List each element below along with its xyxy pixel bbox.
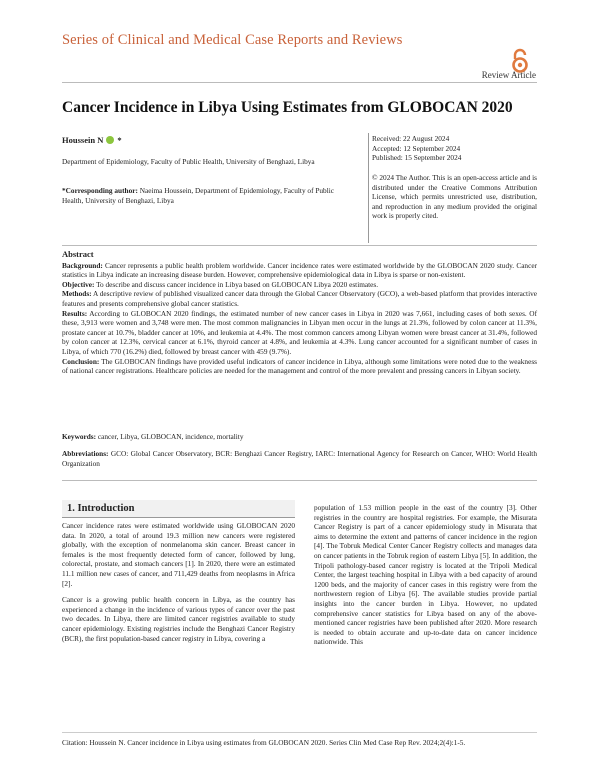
abstract-heading: Abstract <box>62 249 94 259</box>
methods-label: Methods: <box>62 289 92 299</box>
conclusion-label: Conclusion: <box>62 356 100 366</box>
author-line <box>62 135 122 145</box>
received-date: Received: 22 August 2024 <box>372 134 450 143</box>
methods-text: A descriptive review of published visualized cancer data through the Global Cancer Observatory (GCO), a web-based platform that provides interactive features and presents comprehensive global cancer statistics. <box>62 289 537 308</box>
body-column-right <box>314 503 537 654</box>
results-label: Results: <box>62 308 88 318</box>
paragraph: population of 1.53 million people in the east of the country [3]. Other registries in the country are hospital registries. For example, the Misurata Cancer Registry is part of a cancer epidemiology study in Misurata that aims to determine the extent and patterns of cancer incidence in the region [4]. The Tobruk Medical Center Cancer Registry collects and manages data on cancer patients in the Tobruk region of eastern Libya [5]. In addition, the Tripoli pathology-based cancer registry is located at the Tripoli Medical Center, the largest teaching hospital in Libya with a bed capacity of around 1200 beds, and the majority of cancer cases in this registry were from the northwestern region of Libya [6]. The available studies provide partial insights into the cancer burden in Libya. However, no updated comprehensive cancer statistics for Libya based on any of the above-mentioned cancer registries have been published after 2020. More research is needed to obtain accurate and up-to-date data on cancer incidence nationwide. This <box>314 503 537 647</box>
background-text: Cancer represents a public health problem worldwide. Cancer incidence rates were estimated worldwide by the GLOBOCAN 2020 study. Cancer statistics in Libya indicate an increasing disease burden. However, comprehensive epidemiological data in Libya is sparse or non-existent. <box>62 260 537 280</box>
objective-label: Objective: <box>62 279 95 289</box>
author-mark: * <box>117 135 122 145</box>
affiliation: Department of Epidemiology, Faculty of Public Health, University of Benghazi, Libya <box>62 157 315 166</box>
results-text: According to GLOBOCAN 2020 findings, the estimated number of new cancer cases in Libya in 2020 was 7,661, including cases of both sexes. Of these, 3,913 were women and 3,748 were men. The most common malignancies in Libyan men occur in the lungs at 21.3%, followed by colon cancer at 11.3%, prostate cancer at 10.7%, bladder cancer at 10%, and leukemia at 4.4%. The most common cancers among Libyan women were breast cancer at 31.4%, followed by colon cancer at 12.3%, cervical cancer at 6.1%, thyroid cancer at 4.8%, and leukemia at 4.3%. Lung cancer accounted for a significant number of cases in Libya, of which 770 (16.2%) died, followed by breast cancer with 459 (9.7%). <box>62 308 537 356</box>
corresponding-label: *Corresponding author: <box>62 186 138 195</box>
abbreviations-label: Abbreviations: <box>62 449 109 458</box>
section-heading-introduction: 1. Introduction <box>62 500 295 518</box>
paragraph: Cancer incidence rates were estimated worldwide using GLOBOCAN 2020 data. In 2020, a total of around 19.3 million new cancers were registered globally, with the exception of nonmelanoma skin cancer. Breast cancer in females is the most frequently detected form of cancer, followed by lung, colorectal, prostate, and stomach cancers [1]. In 2020, there were an estimated 11.1 million new cases of cancer, and 711,429 deaths from neoplasms in Africa [2]. <box>62 521 295 588</box>
corresponding-author <box>62 186 342 206</box>
abstract-objective <box>62 280 537 290</box>
published-date: Published: 15 September 2024 <box>372 153 462 162</box>
abstract-background <box>62 261 537 280</box>
keywords <box>62 432 537 441</box>
objective-text: To describe and discuss cancer incidence in Libya based on GLOBOCAN Libya 2020 estimates. <box>94 279 379 289</box>
citation: Citation: Houssein N. Cancer incidence in Libya using estimates from GLOBOCAN 2020. Series Clin Med Case Rep Rev. 2024;2(4):1-5. <box>62 738 466 747</box>
abstract-results <box>62 309 537 357</box>
article-dates <box>372 134 461 163</box>
article-type: Review Article <box>481 70 536 80</box>
keywords-label: Keywords: <box>62 432 97 441</box>
license-text: © 2024 The Author. This is an open-access article and is distributed under the Creative Commons Attribution License, which permits unrestricted use, distribution, and reproduction in any medium provided the original work is properly cited. <box>372 173 537 220</box>
abstract-methods <box>62 289 537 308</box>
author-name: Houssein N <box>62 135 104 145</box>
conclusion-text: The GLOBOCAN findings have provided useful indicators of cancer incidence in Libya, although some limitations were noted due to the weakness of national cancer registrations. Healthcare policies are needed for the management and control of the more prevalent and pressing cancers in Libyan society. <box>62 356 537 376</box>
abstract-conclusion <box>62 357 537 376</box>
article-title: Cancer Incidence in Libya Using Estimates from GLOBOCAN 2020 <box>62 99 513 116</box>
abstract-divider <box>62 245 537 246</box>
header-divider <box>62 82 537 83</box>
orcid-icon[interactable] <box>106 136 114 144</box>
journal-title: Series of Clinical and Medical Case Reports and Reviews <box>62 32 403 48</box>
background-label: Background: <box>62 260 103 270</box>
footer-divider <box>62 732 537 733</box>
body-column-left <box>62 521 295 650</box>
paragraph: Cancer is a growing public health concern in Libya, as the country has experienced a change in the incidence of various types of cancer over the past two decades. In Libya, there are limited cancer registries available to study cancer epidemiology. Existing registries include the Benghazi Cancer Registry (BCR), the first population-based cancer registry in Libya, covering a <box>62 595 295 643</box>
vertical-divider <box>368 133 369 243</box>
keywords-text: cancer, Libya, GLOBOCAN, incidence, mortality <box>96 432 244 441</box>
section-divider <box>62 480 537 481</box>
abbreviations <box>62 449 537 468</box>
abbreviations-text: GCO: Global Cancer Observatory, BCR: Benghazi Cancer Registry, IARC: International Agency for Research on Cancer, WHO: World Health Organization <box>62 449 537 468</box>
abstract <box>62 250 537 376</box>
corresponding-text: Naeima Houssein, Department of Epidemiology, Faculty of Public Health, University of Benghazi, Libya <box>62 186 334 205</box>
accepted-date: Accepted: 12 September 2024 <box>372 143 461 153</box>
